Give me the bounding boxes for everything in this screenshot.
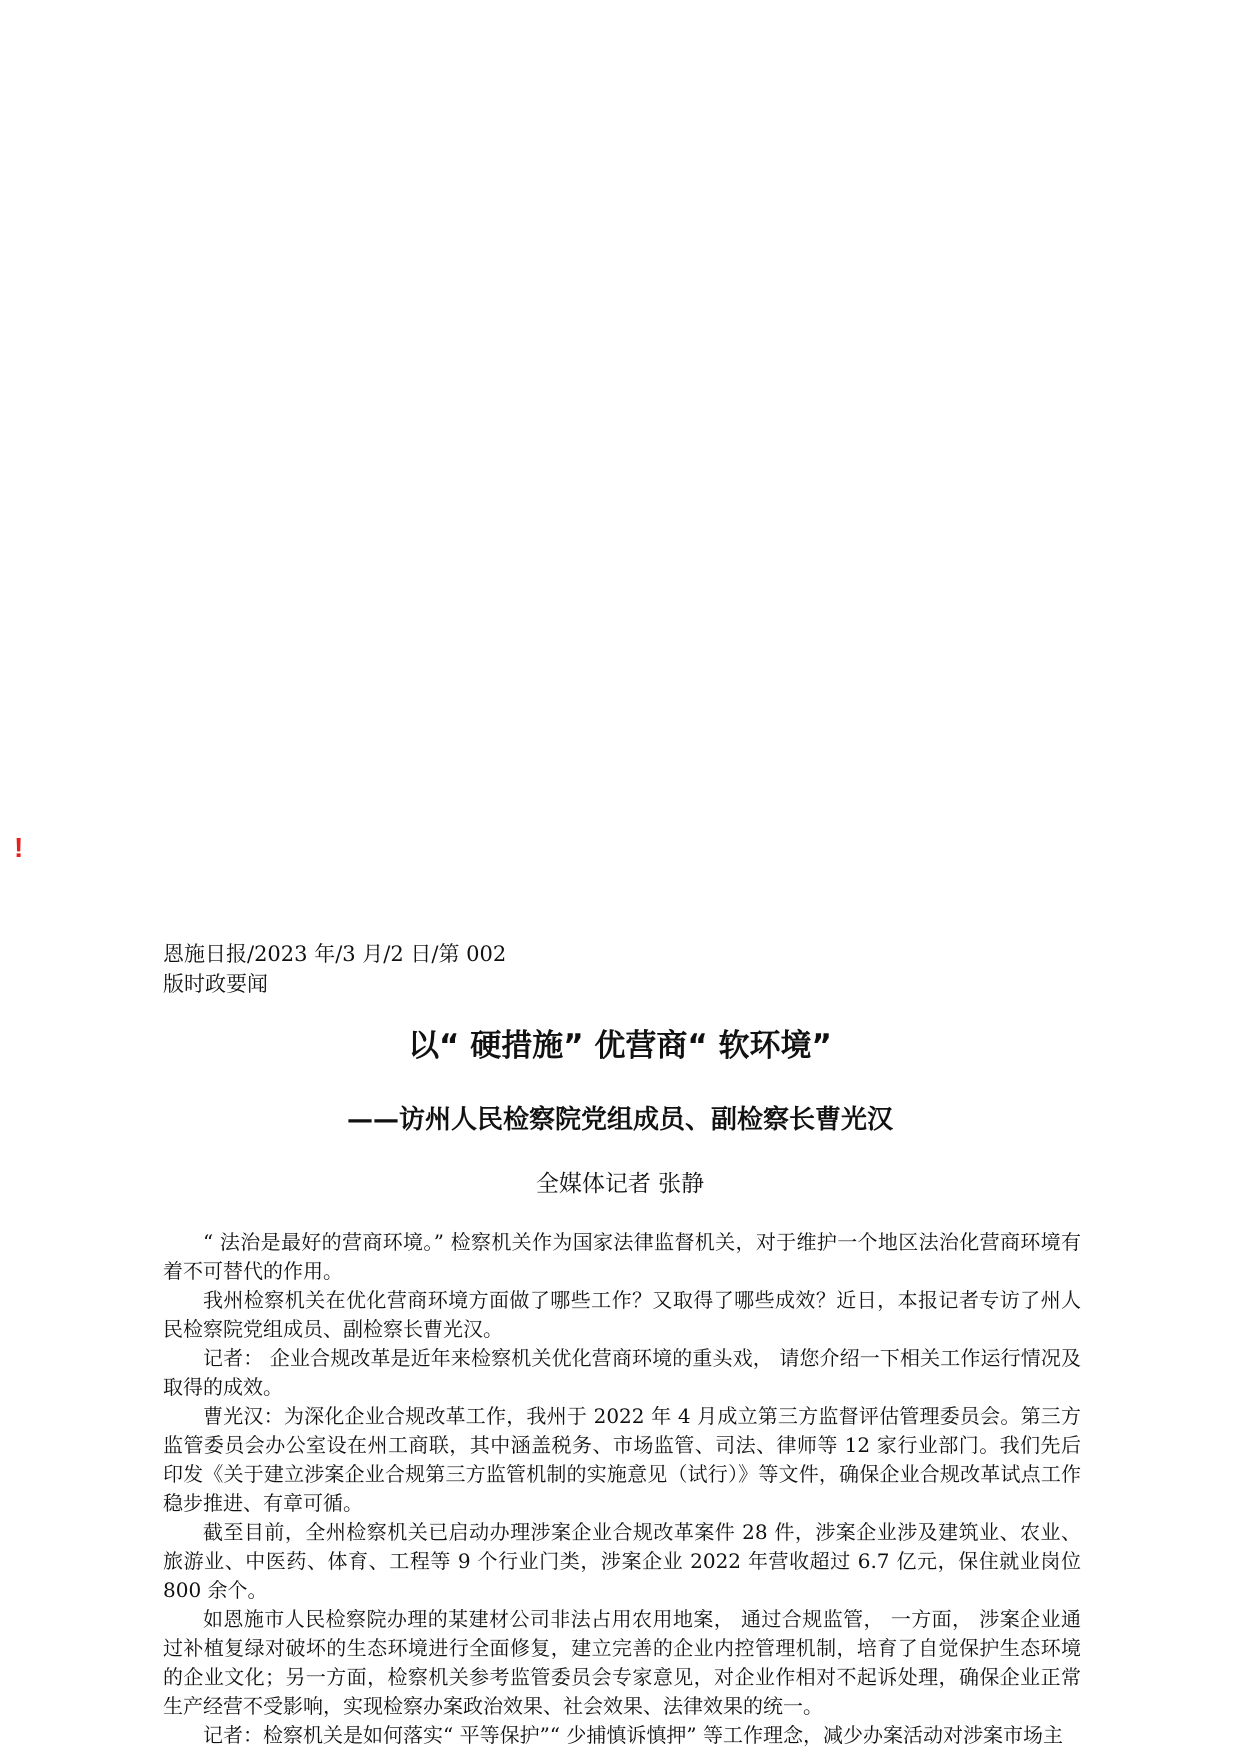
paragraph: 截至目前，全州检察机关已启动办理涉案企业合规改革案件 28 件，涉案企业涉及建筑业、农业、旅游业、中医药、体育、工程等 9 个行业门类，涉案企业 2022 年营收超过 6.7 亿元，保住就业岗位 800 余个。	[163, 1520, 1081, 1602]
paragraph: 记者：检察机关是如何落实“ 平等保护”“ 少捕慎诉慎押” 等工作理念，减少办案活动对涉案市场主	[203, 1723, 1063, 1747]
article-subtitle: ——访州人民检察院党组成员、副检察长曹光汉	[346, 1105, 893, 1135]
source-line-1: 恩施日报/2023 年/3 月/2 日/第 002	[163, 942, 507, 966]
article-title: 以“ 硬措施” 优营商“ 软环境”	[408, 1028, 832, 1064]
paragraph: 曹光汉：为深化企业合规改革工作，我州于 2022 年 4 月成立第三方监督评估管理委员会。第三方监管委员会办公室设在州工商联，其中涵盖税务、市场监管、司法、律师等 12 家行业部门。我们先后印发《关于建立涉案企业合规第三方监管机制的实施意见（试行）》等文件，确保企业合规改革试点工作稳步推进、有章可循。	[163, 1404, 1081, 1515]
paragraph: “ 法治是最好的营商环境。” 检察机关作为国家法律监督机关，对于维护一个地区法治化营商环境有着不可替代的作用。	[163, 1230, 1081, 1283]
source-line-2: 版时政要闻	[163, 972, 268, 996]
article-body	[163, 1228, 1081, 1750]
paragraph: 记者： 企业合规改革是近年来检察机关优化营商环境的重头戏， 请您介绍一下相关工作运行情况及取得的成效。	[163, 1346, 1081, 1399]
article-byline: 全媒体记者 张静	[535, 1171, 705, 1197]
paragraph: 如恩施市人民检察院办理的某建材公司非法占用农用地案， 通过合规监管， 一方面， 涉案企业通过补植复绿对破坏的生态环境进行全面修复，建立完善的企业内控管理机制，培育了自觉保护生态环境的企业文化；另一方面，检察机关参考监管委员会专家意见，对企业作相对不起诉处理，确保企业正常生产经营不受影响，实现检察办案政治效果、社会效果、法律效果的统一。	[163, 1607, 1081, 1718]
source-line	[163, 939, 583, 999]
warning-exclamation: !	[14, 832, 24, 863]
paragraph: 我州检察机关在优化营商环境方面做了哪些工作？又取得了哪些成效？近日，本报记者专访了州人民检察院党组成员、副检察长曹光汉。	[163, 1288, 1081, 1341]
